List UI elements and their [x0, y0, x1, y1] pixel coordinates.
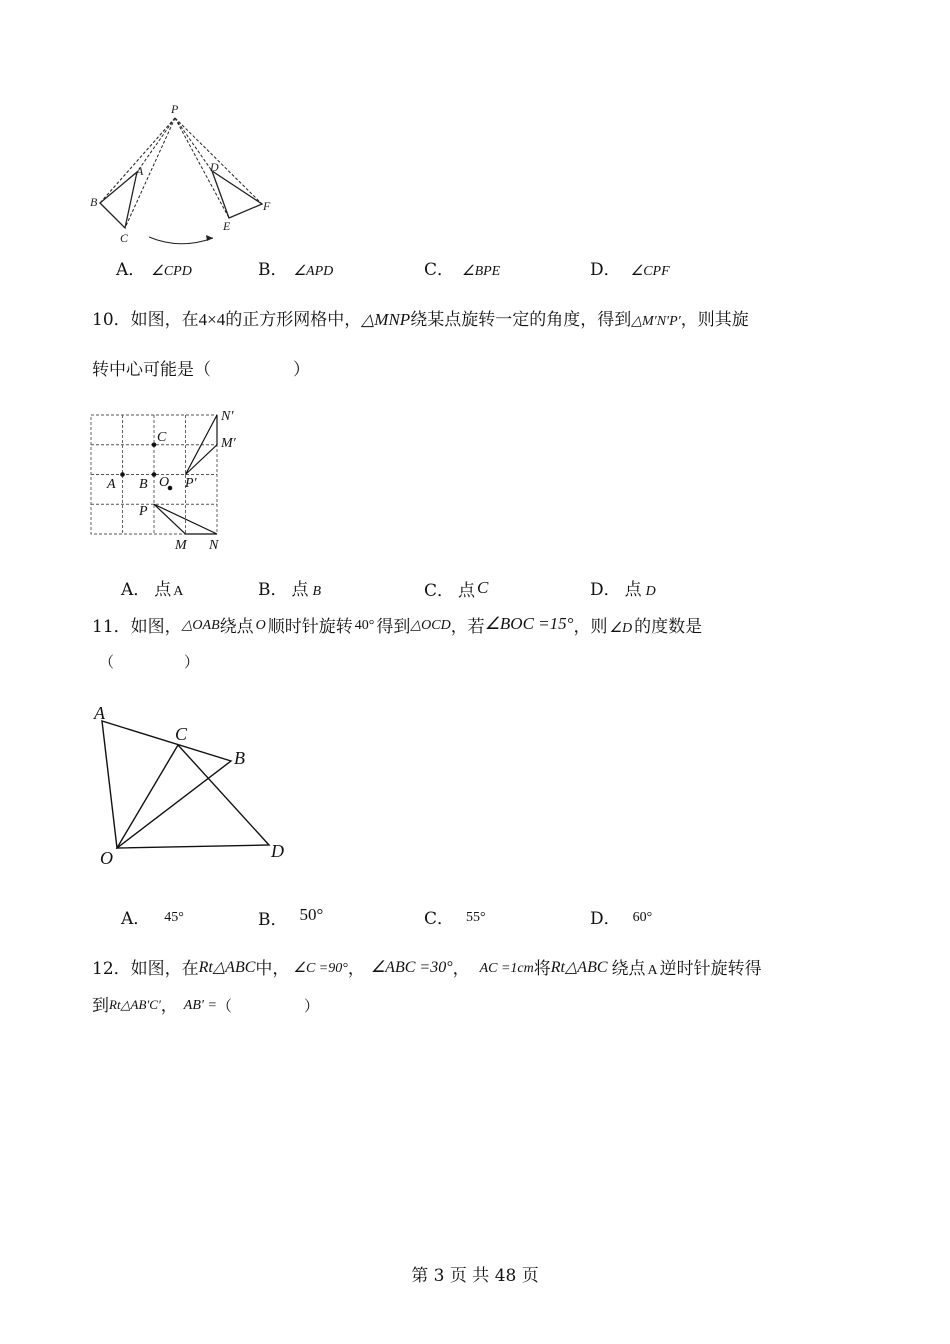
q9-figure	[85, 100, 285, 250]
q12-stem-line2: 到Rt△AB′C′， AB′ =（ ）	[92, 996, 319, 1016]
q9-option-b[interactable]: B． ∠APD	[258, 260, 334, 280]
q11-option-b[interactable]: B． 50°	[258, 905, 324, 930]
q10-stem-line2: 转中心可能是（ ）	[92, 360, 310, 380]
q9-option-c[interactable]: C． ∠BPE	[424, 260, 501, 280]
q10-label-B: B	[139, 477, 148, 492]
q10-label-N: N	[209, 538, 219, 553]
q11-stem-line1: 11．如图，△OAB绕点 O 顺时针旋转 40° 得到△OCD，若∠BOC =15°，则 ∠D 的度数是	[92, 614, 703, 637]
q10-label-P: P	[139, 504, 148, 519]
q9-label-D: D	[210, 160, 219, 174]
q9-option-a[interactable]: A． ∠CPD	[116, 260, 192, 280]
q10-option-a[interactable]: A． 点 A	[121, 580, 184, 600]
q10-label-M1: M′	[221, 436, 236, 451]
q10-label-P1: P′	[185, 476, 197, 491]
q11-label-O: O	[100, 848, 113, 868]
q9-label-E: E	[223, 219, 231, 233]
q10-label-C: C	[157, 430, 167, 445]
q9-label-A: A	[136, 164, 144, 178]
page-footer: 第 3 页 共 48 页	[411, 1266, 539, 1286]
q10-label-A: A	[107, 477, 116, 492]
q10-label-M: M	[175, 538, 187, 553]
q10-grid-figure	[85, 405, 255, 555]
q9-label-C: C	[120, 231, 129, 245]
q11-label-B: B	[234, 748, 245, 768]
q11-option-a[interactable]: A． 45°	[121, 909, 184, 929]
q10-label-O: O	[159, 475, 170, 490]
q12-stem-line1: 12．如图，在Rt△ABC中， ∠C =90°， ∠ABC =30°， AC =1cm将Rt△ABC 绕点 A 逆时针旋转得	[92, 959, 762, 979]
q11-figure	[88, 700, 298, 870]
q11-label-D: D	[271, 841, 284, 861]
q10-stem-line1: 10．如图，在4×4的正方形网格中，△MNP绕某点旋转一定的角度，得到△M′N′P′，则其旋	[92, 310, 749, 330]
q11-label-C: C	[175, 724, 188, 744]
q10-option-b[interactable]: B． 点 B	[258, 580, 322, 600]
q11-label-A: A	[94, 703, 105, 723]
q9-label-P: P	[171, 102, 179, 116]
q9-option-d[interactable]: D． ∠CPF	[590, 260, 670, 280]
q11-option-c[interactable]: C． 55°	[424, 909, 486, 929]
q10-option-d[interactable]: D． 点 D	[590, 580, 656, 600]
q10-option-c[interactable]: C． 点 C	[424, 578, 489, 601]
q11-option-d[interactable]: D． 60°	[590, 909, 653, 929]
q9-label-B: B	[90, 195, 98, 209]
q10-label-N1: N′	[221, 409, 234, 424]
q9-label-F: F	[263, 199, 271, 213]
q11-stem-line2: （ ）	[99, 653, 200, 671]
